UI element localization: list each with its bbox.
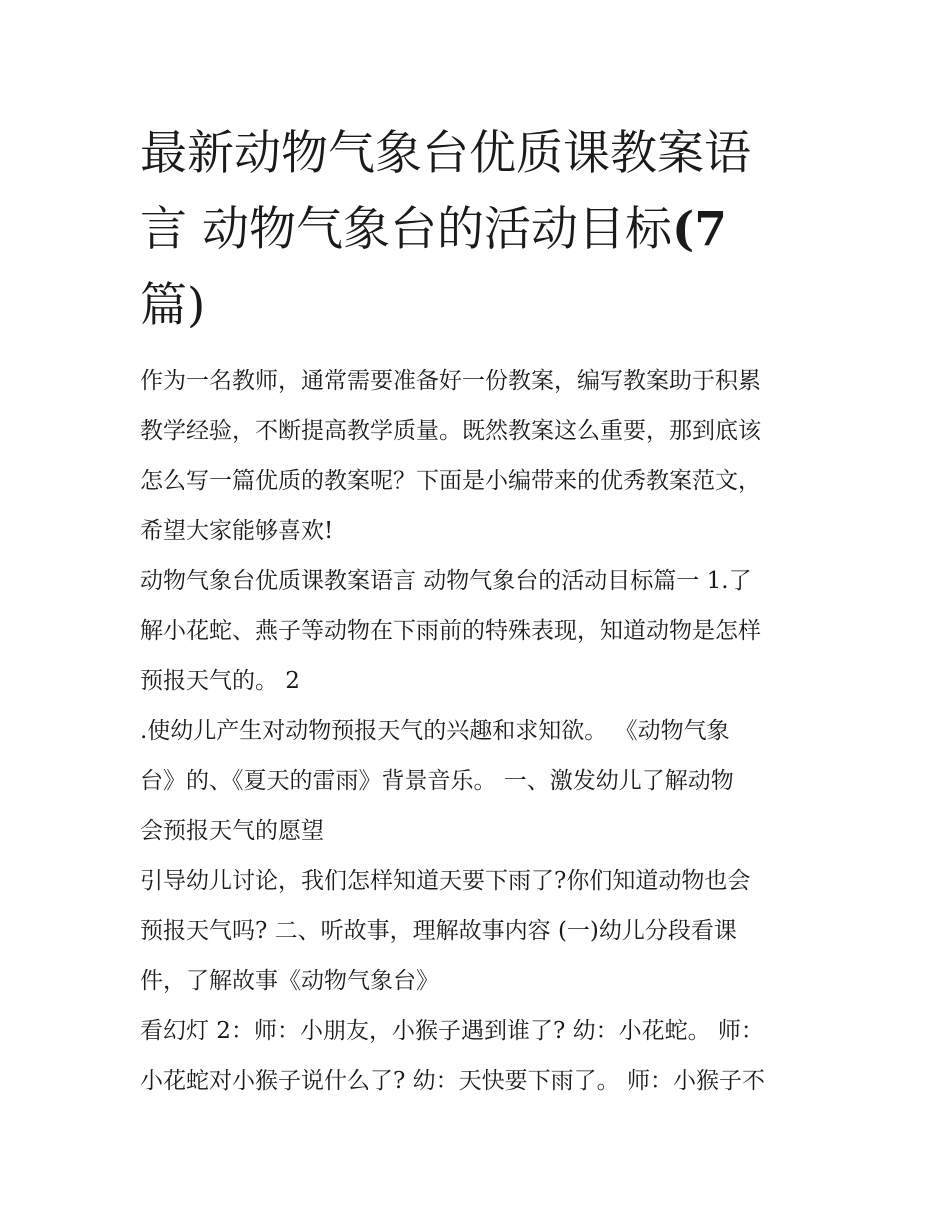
text-line: 看幻灯 2：师：小朋友，小猴子遇到谁了? 幼：小花蛇。 师： bbox=[140, 1018, 764, 1044]
text-line: 台》的、《夏天的雷雨》背景音乐。 一、激发幼儿了解动物 bbox=[140, 768, 734, 794]
paragraph-slides bbox=[140, 1006, 830, 1106]
document-body bbox=[140, 356, 830, 1106]
text-line: 动物气象台优质课教案语言 动物气象台的活动目标篇一 1.了 bbox=[140, 568, 752, 594]
text-line: 会预报天气的愿望 bbox=[140, 818, 324, 844]
text-line: 小花蛇对小猴子说什么了? 幼：天快要下雨了。 师：小猴子不 bbox=[140, 1068, 765, 1094]
title-line-2 bbox=[140, 192, 830, 268]
document-title bbox=[140, 116, 830, 344]
text-line: 希望大家能够喜欢! bbox=[140, 518, 334, 544]
text-line: .使幼儿产生对动物预报天气的兴趣和求知欲。 《动物气象 bbox=[140, 718, 730, 744]
paragraph-preparation bbox=[140, 706, 830, 856]
paragraph-goals bbox=[140, 556, 830, 706]
paragraph-intro bbox=[140, 356, 830, 556]
paragraph-discussion bbox=[140, 856, 830, 1006]
text-line: 作为一名教师，通常需要准备好一份教案，编写教案助于积累 bbox=[140, 368, 761, 394]
text-line: 教学经验，不断提高教学质量。既然教案这么重要，那到底该 bbox=[140, 418, 761, 444]
text-line: 件，了解故事《动物气象台》 bbox=[140, 968, 439, 994]
text-line: 解小花蛇、燕子等动物在下雨前的特殊表现，知道动物是怎样 bbox=[140, 618, 761, 644]
text-line: 预报天气的。 2 bbox=[140, 668, 300, 694]
text-line: 预报天气吗? 二、听故事，理解故事内容 (一)幼儿分段看课 bbox=[140, 918, 737, 944]
title-line-1: 最新动物气象台优质课教案语 bbox=[140, 126, 751, 181]
text-line: 引导幼儿讨论，我们怎样知道天要下雨了?你们知道动物也会 bbox=[140, 868, 751, 894]
title-line-2-count: (7 bbox=[671, 202, 727, 257]
title-line-3: 篇) bbox=[140, 278, 206, 333]
text-line: 怎么写一篇优质的教案呢？下面是小编带来的优秀教案范文， bbox=[140, 468, 761, 494]
title-line-2-text: 言 动物气象台的活动目标 bbox=[140, 202, 672, 257]
